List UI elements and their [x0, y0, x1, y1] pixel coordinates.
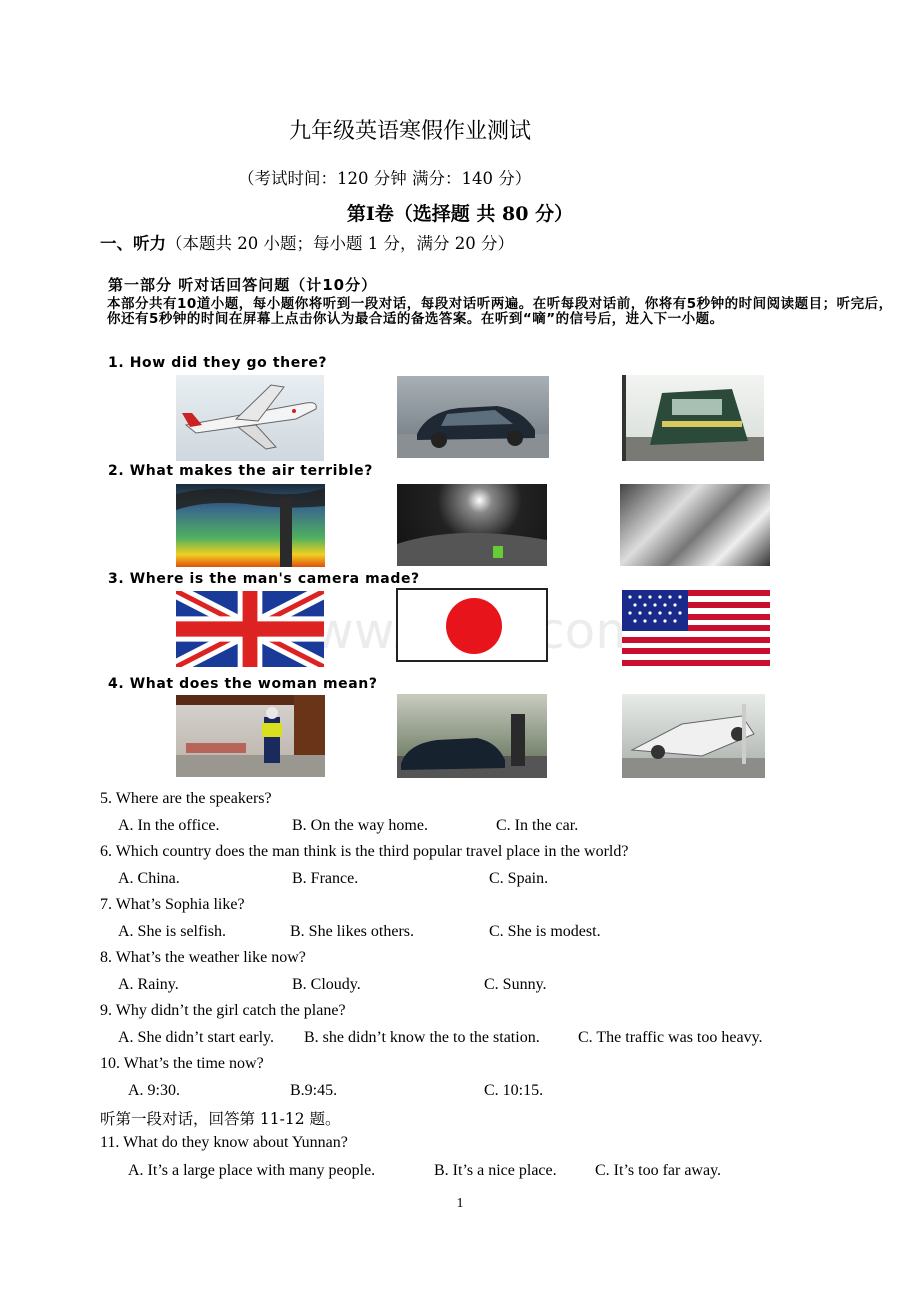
picture-question-1: 1. How did they go there?: [108, 355, 328, 371]
question-7-option-a[interactable]: A. She is selfish.: [118, 923, 226, 940]
question-11-option-a[interactable]: A. It’s a large place with many people.: [128, 1162, 376, 1179]
question-10: 10. What’s the time now?: [100, 1055, 264, 1072]
question-9: 9. Why didn’t the girl catch the plane?: [100, 1002, 346, 1019]
airplane-photo[interactable]: [176, 375, 324, 461]
picture-question-2: 2. What makes the air terrible?: [108, 463, 373, 479]
question-6-option-b[interactable]: B. France.: [292, 870, 359, 887]
question-5-option-a[interactable]: A. In the office.: [118, 817, 220, 834]
factory-smoke-photo[interactable]: [176, 484, 325, 567]
section-heading: [100, 230, 514, 254]
listening-part-intro: 本部分共有10道小题，每小题你将听到一段对话，每段对话听两遍。在听每段对话前，你将有5秒钟的时间阅读题目；听完后，你还有5秒钟的时间在屏幕上点击你认为最合适的备选答案。在听到“嘀”的信号后，进入下一小题。: [107, 296, 893, 327]
exam-info: （考试时间：120 分钟 满分：140 分）: [238, 169, 532, 188]
question-7: 7. What’s Sophia like?: [100, 896, 245, 913]
picture-question-3: 3. Where is the man's camera made?: [108, 571, 420, 587]
usa-flag[interactable]: [622, 590, 770, 666]
uk-flag[interactable]: [176, 591, 324, 667]
question-10-option-a[interactable]: A. 9:30.: [128, 1082, 180, 1099]
car-accident-photo[interactable]: [622, 694, 765, 778]
volume-heading: 第I卷（选择题 共 80 分）: [346, 203, 574, 225]
question-6: 6. Which country does the man think is the third popular travel place in the world?: [100, 843, 629, 860]
dust-photo[interactable]: [620, 484, 770, 566]
section-note: （本题共 20 小题；每小题 1 分，满分 20 分）: [166, 234, 514, 253]
car-street-photo[interactable]: [397, 694, 547, 778]
japan-flag[interactable]: [396, 588, 548, 662]
question-5-option-c[interactable]: C. In the car.: [496, 817, 579, 834]
question-9-option-b[interactable]: B. she didn’t know the to the station.: [304, 1029, 540, 1046]
question-7-option-c[interactable]: C. She is modest.: [489, 923, 601, 940]
question-10-option-b[interactable]: B.9:45.: [290, 1082, 338, 1099]
question-8-option-c[interactable]: C. Sunny.: [484, 976, 547, 993]
picture-question-4: 4. What does the woman mean?: [108, 676, 378, 692]
traffic-police-photo[interactable]: [176, 695, 325, 777]
question-9-option-a[interactable]: A. She didn’t start early.: [118, 1029, 274, 1046]
dialogue-note: 听第一段对话，回答第 11-12 题。: [100, 1110, 341, 1128]
question-11-option-c[interactable]: C. It’s too far away.: [595, 1162, 722, 1179]
car-exhaust-photo[interactable]: [397, 484, 547, 566]
question-9-option-c[interactable]: C. The traffic was too heavy.: [578, 1029, 763, 1046]
question-11: 11. What do they know about Yunnan?: [100, 1134, 348, 1151]
question-7-option-b[interactable]: B. She likes others.: [290, 923, 414, 940]
question-10-option-c[interactable]: C. 10:15.: [484, 1082, 544, 1099]
section-label: 一、听力: [100, 234, 166, 253]
car-photo[interactable]: [397, 376, 549, 458]
question-6-option-a[interactable]: A. China.: [118, 870, 180, 887]
page-title: 九年级英语寒假作业测试: [288, 119, 531, 144]
train-photo[interactable]: [622, 375, 764, 461]
question-6-option-c[interactable]: C. Spain.: [489, 870, 549, 887]
question-8: 8. What’s the weather like now?: [100, 949, 306, 966]
question-11-option-b[interactable]: B. It’s a nice place.: [434, 1162, 557, 1179]
question-8-option-a[interactable]: A. Rainy.: [118, 976, 179, 993]
question-8-option-b[interactable]: B. Cloudy.: [292, 976, 361, 993]
question-5-option-b[interactable]: B. On the way home.: [292, 817, 428, 834]
listening-part-title: 第一部分 听对话回答问题（计10分）: [108, 276, 378, 294]
page-number: 1: [456, 1196, 464, 1211]
question-5: 5. Where are the speakers?: [100, 790, 272, 807]
